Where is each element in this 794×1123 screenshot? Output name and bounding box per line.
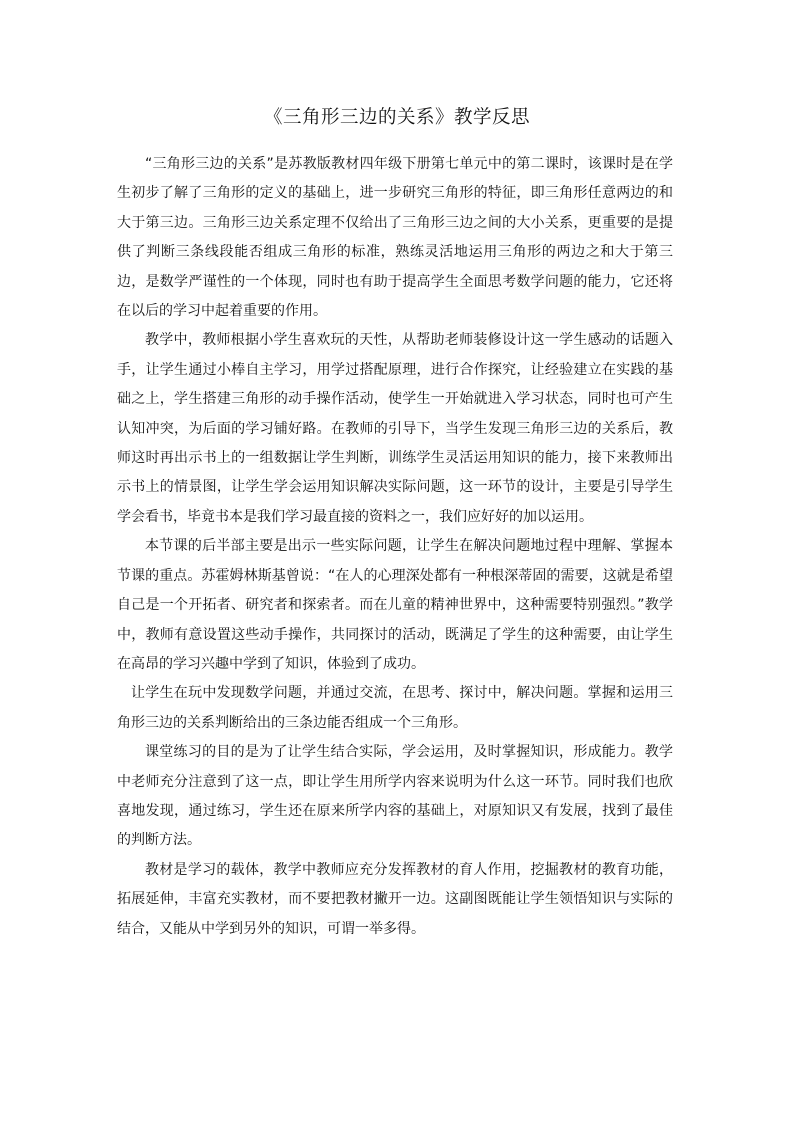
paragraph-textbook: 教材是学习的载体，教学中教师应充分发挥教材的育人作用，挖掘教材的教育功能，拓展延伸，丰富充实教材，而不要把教材撇开一边。这副图既能让学生领悟知识与实际的结合，又能从中学到另外的知识，可谓一举多得。 bbox=[117, 861, 673, 937]
document-body bbox=[117, 150, 673, 944]
paragraph-discovery: 让学生在玩中发现数学问题，并通过交流，在思考、探讨中，解决问题。掌握和运用三角形三边的关系判断给出的三条边能否组成一个三角形。 bbox=[117, 685, 673, 731]
paragraph-practice: 课堂练习的目的是为了让学生结合实际，学会运用，及时掌握知识，形成能力。教学中老师充分注意到了这一点，即让学生用所学内容来说明为什么这一环节。同时我们也欣喜地发现，通过练习，学生还在原来所学内容的基础上，对原知识又有发展，找到了最佳的判断方法。 bbox=[117, 744, 673, 849]
document-title: 《三角形三边的关系》教学反思 bbox=[263, 107, 530, 128]
paragraph-second-half: 本节课的后半部主要是出示一些实际问题，让学生在解决问题地过程中理解、掌握本节课的重点。苏霍姆林斯基曾说：“在人的心理深处都有一种根深蒂固的需要，这就是希望自己是一个开拓者、研究者和探索者。而在儿童的精神世界中，这种需要特别强烈。”教学中，教师有意设置这些动手操作，共同探讨的活动，既满足了学生的这种需要，由让学生在高昂的学习兴趣中学到了知识，体验到了成功。 bbox=[117, 538, 673, 672]
paragraph-intro: “三角形三边的关系”是苏教版教材四年级下册第七单元中的第二课时，该课时是在学生初步了解了三角形的定义的基础上，进一步研究三角形的特征，即三角形任意两边的和大于第三边。三角形三边关系定理不仅给出了三角形三边之间的大小关系，更重要的是提供了判断三条线段能否组成三角形的标准，熟练灵活地运用三角形的两边之和大于第三边，是数学严谨性的一个体现，同时也有助于提高学生全面思考数学问题的能力，它还将在以后的学习中起着重要的作用。 bbox=[117, 156, 673, 320]
paragraph-teaching-process: 教学中，教师根据小学生喜欢玩的天性，从帮助老师装修设计这一学生感动的话题入手，让学生通过小棒自主学习，用学过搭配原理，进行合作探究，让经验建立在实践的基础之上，学生搭建三角形的动手操作活动，使学生一开始就进入学习状态，同时也可产生认知冲突，为后面的学习铺好路。在教师的引导下，当学生发现三角形三边的关系后，教师这时再出示书上的一组数据让学生判断，训练学生灵活运用知识的能力，接下来教师出示书上的情景图，让学生学会运用知识解决实际问题，这一环节的设计，主要是引导学生学会看书，毕竟书本是我们学习最直接的资料之一，我们应好好的加以运用。 bbox=[117, 332, 673, 525]
